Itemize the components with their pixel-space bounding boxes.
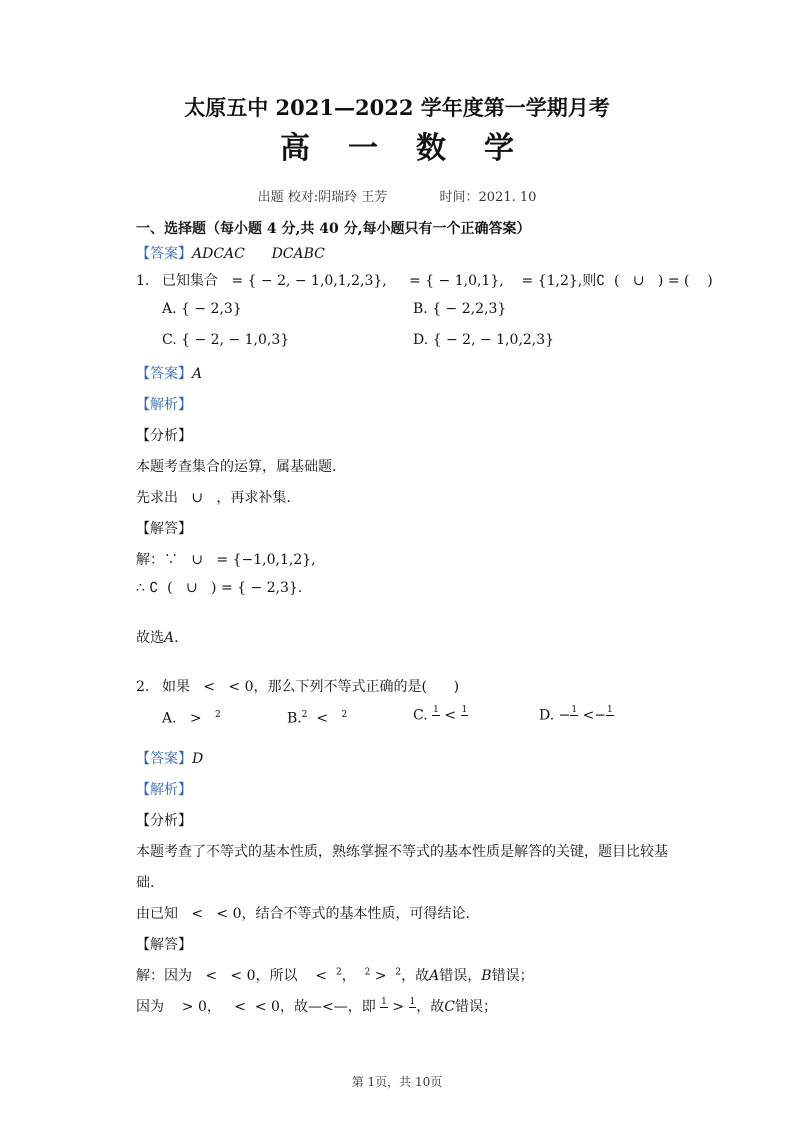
q1-solution-1: 解：∵ ∪ = {−1,0,1,2}, [136,552,316,568]
q2-jieda-tag: 【解答】 [136,937,192,953]
superscript: 2 [341,710,348,720]
q1-option-b: B. { − 2,2,3} [413,301,507,317]
setters-text: 出题 校对:阴瑞玲 王芳 [257,190,388,205]
q1-solution-2: ∴ ∁ ( ∪ ) = { − 2,3}. [136,580,303,596]
option-body: < [307,710,342,727]
q1-fenxi-tag: 【分析】 [136,428,192,444]
q2-option-d: D. − 1 <− 1 [539,705,613,724]
fraction: 1 [381,996,387,1007]
superscript: 2 [215,710,221,720]
answer-key-line [136,243,325,263]
q1-answer-line [136,363,202,383]
document-title: 太原五中 2021—2022 学年度第一学期月考 [184,95,610,120]
q1-option-d: D. { − 2, − 1,0,2,3} [413,332,555,348]
q2-solution-2: 因为 > 0， < < 0，故—<—，即 1 > 1 ，故C错误； [136,996,497,1015]
question-text: 已知集合 = { − 2, − 1,0,1,2,3}, = { − 1,0,1}, = {1,2},则∁ ( ∪ ) = ( ) [162,273,713,289]
section-heading: 一、选择题（每小题 4 分,共 40 分,每小题只有一个正确答案） [136,221,531,237]
subject-title: 高一数学 [280,131,552,166]
question-number: 1. [136,273,150,289]
q1-jieda-tag: 【解答】 [136,521,192,537]
time-text: 时间：2021. 10 [439,190,537,205]
answer-value: A [192,366,203,382]
option-body: > [176,710,215,727]
answer-key-tag: 【答案】 [136,246,192,262]
q2-solution-1: 解：因为 < < 0，所以 < $^2$， $^2$ > $^2$，故A错误，B错误； [136,967,534,984]
option-label: B. [287,710,302,727]
question-number: 2. [136,679,150,695]
question-text: 如果 < < 0，那么下列不等式正确的是( ) [162,679,460,695]
option-label: A. [162,710,177,727]
conclusion-prefix: 故选 [136,630,164,646]
page-footer: 第 1页，共 10页 [351,1075,443,1089]
fraction: 1 [409,996,416,1007]
conclusion-choice: A [164,630,175,646]
q1-option-c: C. { − 2, − 1,0,3} [162,332,290,348]
q1-fenxi-text-2: 先求出 ∪ ，再求补集. [136,490,291,506]
option-label: D. [539,707,555,724]
fraction: 1 [433,705,439,715]
question-2-stem [136,676,459,696]
fraction: 1 [571,705,578,715]
q1-conclusion [136,627,179,647]
option-label: C. [413,707,428,724]
q2-jiexi-tag: 【解析】 [136,782,192,798]
q1-option-a: A. { − 2,3} [162,301,242,317]
exam-meta [0,186,794,205]
q1-jiexi-tag: 【解析】 [136,397,192,413]
answer-tag: 【答案】 [136,366,192,382]
conclusion-suffix: . [174,630,179,646]
superscript: 2 [301,710,308,720]
q2-fenxi-tag: 【分析】 [136,813,192,829]
q2-option-b [287,710,347,727]
answer-value: D [192,751,204,767]
fraction: 1 [607,705,613,715]
answer-key-text: ADCAC DCABC [192,246,325,262]
q2-fenxi-text-cont: 础. [136,875,155,891]
q2-answer-line [136,748,203,768]
q2-fenxi-text-2: 由已知 < < 0，结合不等式的基本性质，可得结论. [136,906,470,922]
q1-fenxi-text: 本题考查集合的运算，属基础题. [136,459,337,475]
q2-option-c: C. 1 < 1 [413,705,468,724]
q2-option-a [162,710,221,727]
answer-tag: 【答案】 [136,751,192,767]
question-1-stem [136,270,713,290]
q2-fenxi-text: 本题考查了不等式的基本性质，熟练掌握不等式的基本性质是解答的关键，题目比较基 [136,844,668,860]
fraction: 1 [461,705,468,715]
